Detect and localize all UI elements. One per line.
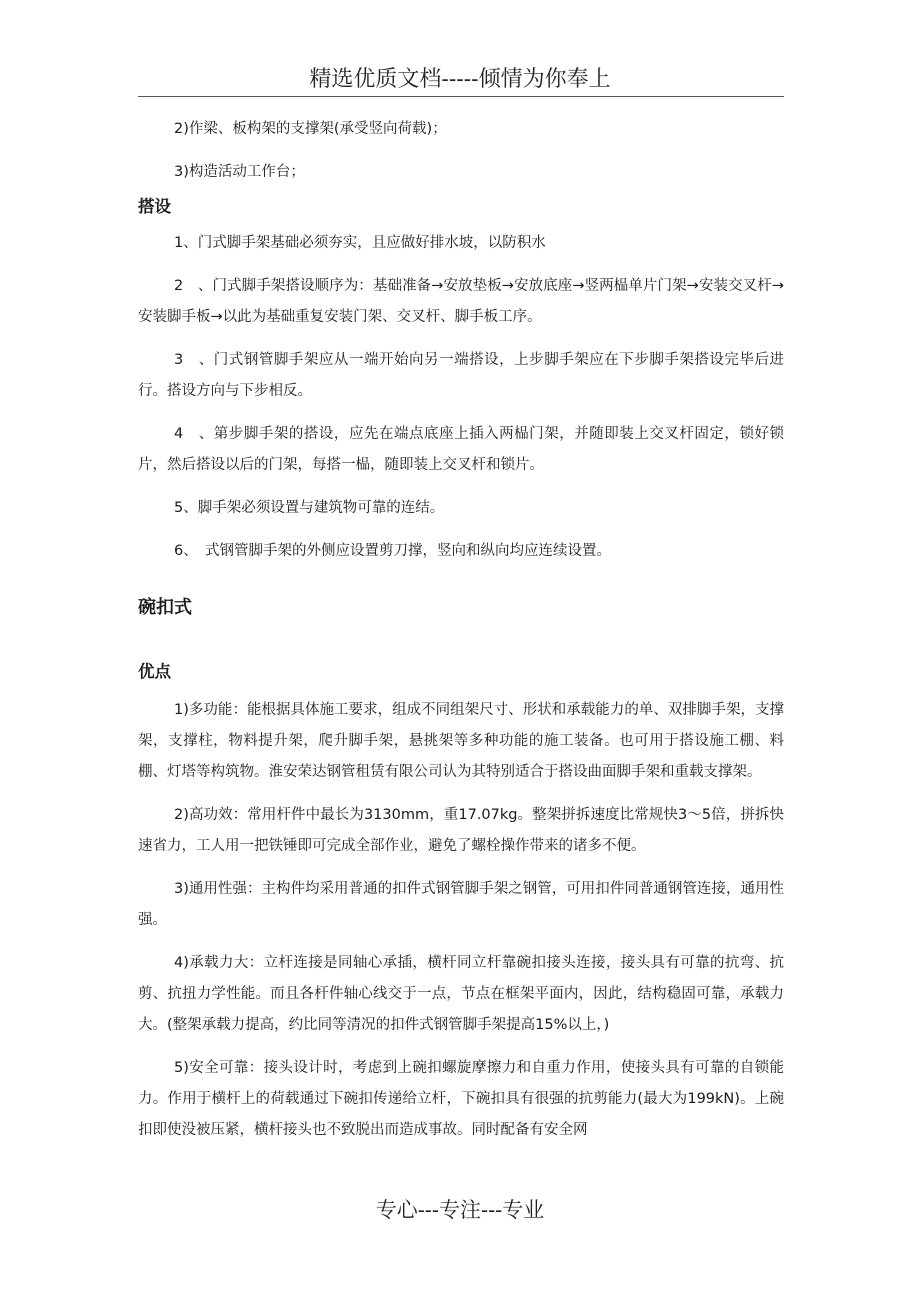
erect-item-3: 3 、门式钢管脚手架应从一端开始向另一端搭设，上步脚手架应在下步脚手架搭设完毕后进行。搭设方向与下步相反。: [138, 352, 784, 399]
section-heading-bowl: 碗扣式: [138, 597, 192, 618]
intro-item-2: 2)作梁、板构架的支撑架(承受竖向荷载)；: [174, 121, 447, 137]
document-body: [138, 110, 784, 1158]
bowl-item-3: 3)通用性强：主构件均采用普通的扣件式钢管脚手架之钢管，可用扣件同普通钢管连接，通用性强。: [138, 881, 784, 928]
page-footer: 专心---专注---专业: [375, 1198, 545, 1222]
erect-item-5: 5、脚手架必须设置与建筑物可靠的连结。: [174, 500, 445, 516]
section-heading-erect: 搭设: [138, 197, 171, 216]
bowl-item-5: 5)安全可靠：接头设计时，考虑到上碗扣螺旋摩擦力和自重力作用，使接头具有可靠的自锁能力。作用于横杆上的荷载通过下碗扣传递给立杆，下碗扣具有很强的抗剪能力(最大为199kN)。上碗扣即使没被压紧，横杆接头也不致脱出而造成事故。同时配备有安全网: [138, 1060, 784, 1138]
erect-item-4: 4 、第步脚手架的搭设，应先在端点底座上插入两榀门架，并随即装上交叉杆固定，锁好锁片，然后搭设以后的门架，每搭一榀，随即装上交叉杆和锁片。: [138, 426, 784, 473]
erect-item-2: 2 、门式脚手架搭设顺序为：基础准备→安放垫板→安放底座→竖两榀单片门架→安装交叉杆→安装脚手板→以此为基础重复安装门架、交叉杆、脚手板工序。: [138, 278, 784, 325]
bowl-item-1: 1)多功能：能根据具体施工要求，组成不同组架尺寸、形状和承载能力的单、双排脚手架，支撑架，支撑柱，物料提升架，爬升脚手架，悬挑架等多种功能的施工装备。也可用于搭设施工棚、料棚、灯塔等构筑物。淮安荣达钢管租赁有限公司认为其特别适合于搭设曲面脚手架和重载支撑架。: [138, 702, 784, 780]
erect-item-1: 1、门式脚手架基础必须夯实，且应做好排水坡，以防积水: [174, 235, 546, 251]
header-divider: [138, 96, 784, 97]
bowl-item-2: 2)高功效：常用杆件中最长为3130mm，重17.07kg。整架拼拆速度比常规快3～5倍，拼拆快速省力，工人用一把铁锤即可完成全部作业，避免了螺栓操作带来的诸多不便。: [138, 807, 784, 854]
header-title: 精选优质文档-----倾情为你奉上: [309, 67, 611, 92]
erect-item-6: 6、 式钢管脚手架的外侧应设置剪刀撑，竖向和纵向均应连续设置。: [174, 543, 611, 559]
subheading-advantages: 优点: [138, 662, 171, 681]
intro-item-3: 3)构造活动工作台；: [174, 164, 305, 180]
bowl-item-4: 4)承载力大：立杆连接是同轴心承插，横杆同立杆靠碗扣接头连接，接头具有可靠的抗弯、抗剪、抗扭力学性能。而且各杆件轴心线交于一点，节点在框架平面内，因此，结构稳固可靠，承载力大。(整架承载力提高，约比同等清况的扣件式钢管脚手架提高15%以上，): [138, 955, 784, 1033]
